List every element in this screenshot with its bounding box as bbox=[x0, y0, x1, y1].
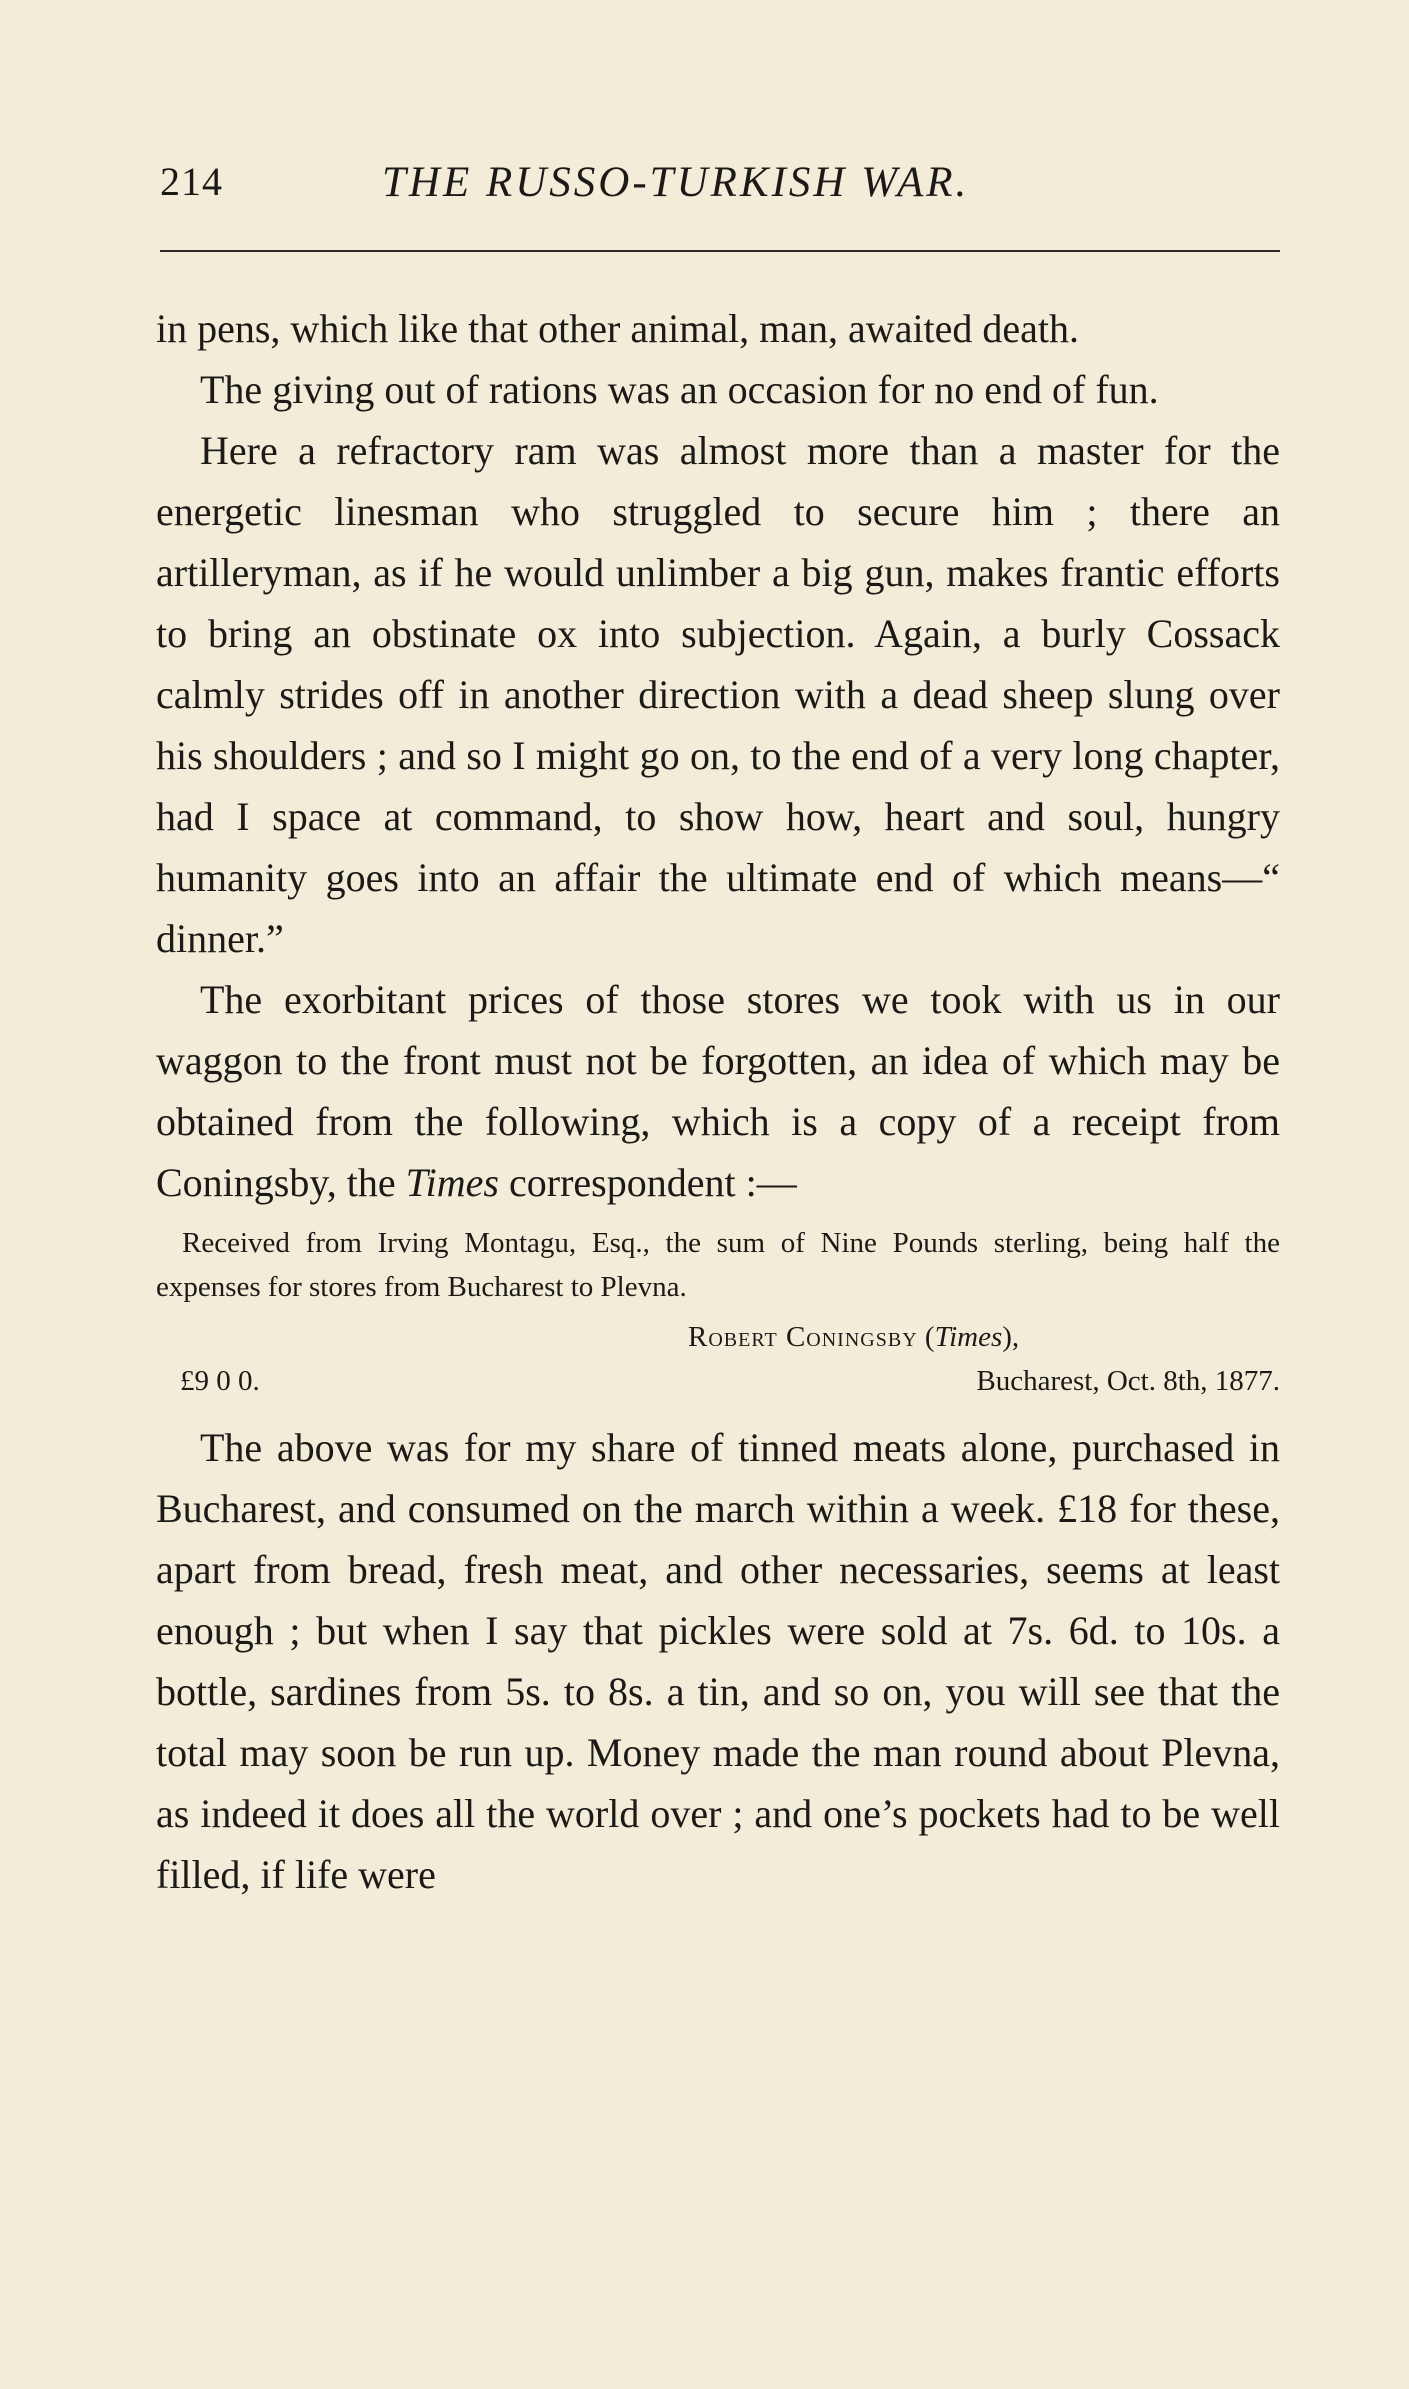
page-number: 214 bbox=[160, 159, 223, 204]
paragraph-closing: The above was for my share of tinned meats alone, purchased in Bucharest, and consumed on the march within a week. £18 for these, apart from bread, fresh meat, and other necessaries, seems at least enough ; but when I say that pickles were sold at 7s. 6d. to 10s. a bottle, sardines from 5s. to 8s. a tin, and so on, you will see that the total may soon be run up. Money made the man round about Plevna, as indeed it does all the world over ; and one’s pockets had to be well filled, if life were bbox=[156, 1425, 1280, 1897]
running-title: THE RUSSO-TURKISH WAR. bbox=[382, 159, 970, 206]
prices-text-before: The exorbitant prices of those stores we took with us in our waggon to the front must not be forgotten, an idea of which may be obtained from the following, which is a copy of a receipt from Coningsby, the bbox=[156, 977, 1280, 1205]
paragraph-continued: in pens, which like that other animal, man, awaited death. bbox=[156, 306, 1080, 351]
signatory-name: Robert Coningsby bbox=[688, 1321, 918, 1353]
receipt-block bbox=[156, 1221, 1280, 1403]
receipt-signature: Robert Coningsby (Times), bbox=[688, 1321, 1020, 1353]
page-header bbox=[160, 158, 1280, 218]
header-rule bbox=[160, 250, 1280, 252]
paragraph-rations: The giving out of rations was an occasion for no end of fun. bbox=[200, 367, 1159, 412]
receipt-footer bbox=[156, 1359, 1280, 1403]
receipt-text: Received from Irving Montagu, Esq., the sum of Nine Pounds sterling, being half the expenses for stores from Bucharest to Plevna. bbox=[156, 1227, 1280, 1303]
paragraph-prices bbox=[156, 969, 1280, 1213]
prices-text-after: correspondent :— bbox=[499, 1160, 797, 1205]
paragraph-ram: Here a refractory ram was almost more than a master for the energetic linesman who struggled to secure him ; there an artilleryman, as if he would unlimber a big gun, makes frantic efforts to bring an obstinate ox into subjection. Again, a burly Cossack calmly strides off in another direction with a dead sheep slung over his shoulders ; and so I might go on, to the end of a very long chapter, had I space at command, to show how, heart and soul, hungry humanity goes into an affair the ultimate end of which means—“ dinner.” bbox=[156, 428, 1280, 961]
receipt-place-date: Bucharest, Oct. 8th, 1877. bbox=[976, 1365, 1280, 1397]
times-italic: Times bbox=[405, 1160, 499, 1205]
signatory-paper: Times bbox=[934, 1321, 1003, 1353]
receipt-amount: £9 0 0. bbox=[180, 1365, 260, 1397]
page-body bbox=[156, 298, 1280, 1905]
